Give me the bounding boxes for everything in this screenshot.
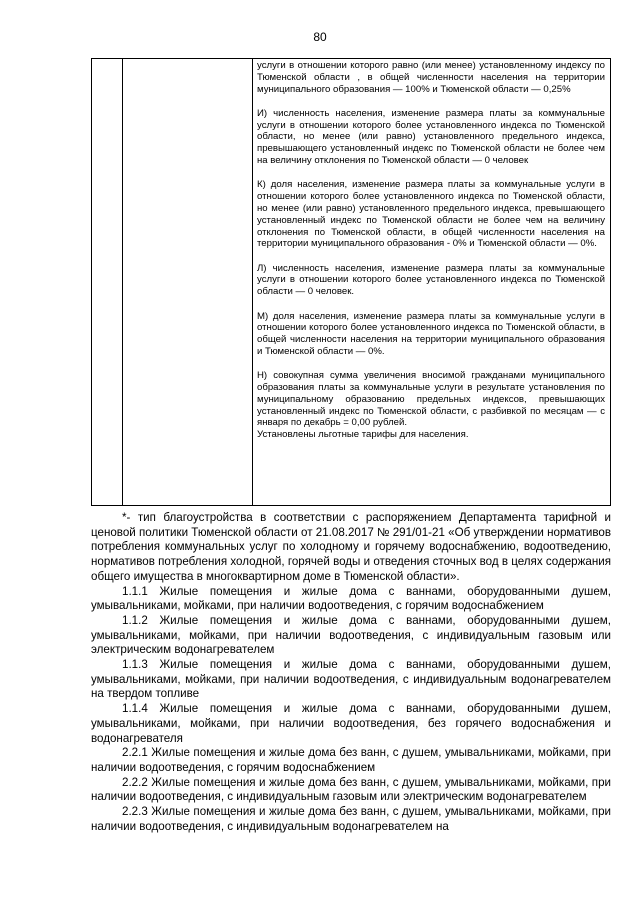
body-text	[91, 511, 611, 834]
table-item: И) численность населения, изменение размера платы за коммунальные услуги в отношении которого более установленного индекса по Тюменской области, но менее (или равно) установленного предельного индекса, превышающего установленный индекс по Тюменской области не более чем на величину отклонения по Тюменской области — 0 человек	[257, 107, 605, 167]
paragraph: 1.1.3 Жилые помещения и жилые дома с ваннами, оборудованными душем, умывальниками, мойками, при наличии водоотведения, с индивидуальным водонагревателем на твердом топливе	[91, 658, 611, 701]
paragraph: 2.2.1 Жилые помещения и жилые дома без ванн, с душем, умывальниками, мойками, при наличии водоотведения, с горячим водоснабжением	[91, 746, 611, 774]
table-item: Л) численность населения, изменение размера платы за коммунальные услуги в отношении которого более установленного индекса по Тюменской области — 0 человек.	[257, 262, 605, 298]
table-column-divider	[122, 59, 123, 505]
paragraph: 1.1.1 Жилые помещения и жилые дома с ваннами, оборудованными душем, умывальниками, мойками, при наличии водоотведения, с горячим водоснабжением	[91, 584, 611, 613]
paragraph: 1.1.4 Жилые помещения и жилые дома с ваннами, оборудованными душем, умывальниками, мойками, при наличии водоотведения, без горячего водоснабжения и водонагревателя	[91, 702, 611, 745]
table-item: Н) совокупная сумма увеличения вносимой гражданами муниципального образования платы за коммунальные услуги в результате установления по муниципальному образованию предельных индексов, превышающих установленный индекс по Тюменской области, с разбивкой по месяцам — с января по декабрь = 0,00 рублей.	[257, 370, 605, 429]
footnote-paragraph: *- тип благоустройства в соответствии с распоряжением Департамента тарифной и ценовой политики Тюменской области от 21.08.2017 № 291/01-21 «Об утверждении нормативов потребления коммунальных услуг по холодному и горячему водоснабжению, водоотведению, нормативов потребления холодной, горячей воды и отведения сточных вод в целях содержания общего имущества в многоквартирном доме в Тюменской области».	[91, 511, 611, 583]
paragraph: 2.2.3 Жилые помещения и жилые дома без ванн, с душем, умывальниками, мойками, при наличии водоотведения, с индивидуальным водонагревателем на	[91, 805, 611, 833]
table-cell-text	[257, 60, 605, 441]
data-table	[91, 58, 611, 506]
paragraph: 1.1.2 Жилые помещения и жилые дома с ваннами, оборудованными душем, умывальниками, мойками, при наличии водоотведения, с индивидуальным газовым или электрическим водонагревателем	[91, 613, 611, 657]
table-item-note: Установлены льготные тарифы для населения.	[257, 429, 469, 441]
paragraph: 2.2.2 Жилые помещения и жилые дома без ванн, с душем, умывальниками, мойками, при наличии водоотведения, с индивидуальным газовым или электрическим водонагревателем	[91, 775, 611, 804]
page-number: 80	[313, 30, 327, 44]
table-item: услуги в отношении которого равно (или менее) установленному индексу по Тюменской области , в общей численности населения на территории муниципального образования — 100% и Тюменской области — 0,25%	[257, 60, 605, 95]
table-item: К) доля населения, изменение размера платы за коммунальные услуги в отношении которого более установленного индекса по Тюменской области, но менее (или равно) установленного предельного индекса, превышающего установленный индекс по Тюменской области не более чем на величину отклонения по Тюменской области, в общей численности населения на территории муниципального образования - 0% и Тюменской области — 0%.	[257, 179, 605, 250]
table-column-divider	[252, 59, 253, 505]
table-item: М) доля населения, изменение размера платы за коммунальные услуги в отношении которого более установленного индекса по Тюменской области, в общей численности населения на территории муниципального образования и Тюменской области — 0%.	[257, 310, 605, 357]
